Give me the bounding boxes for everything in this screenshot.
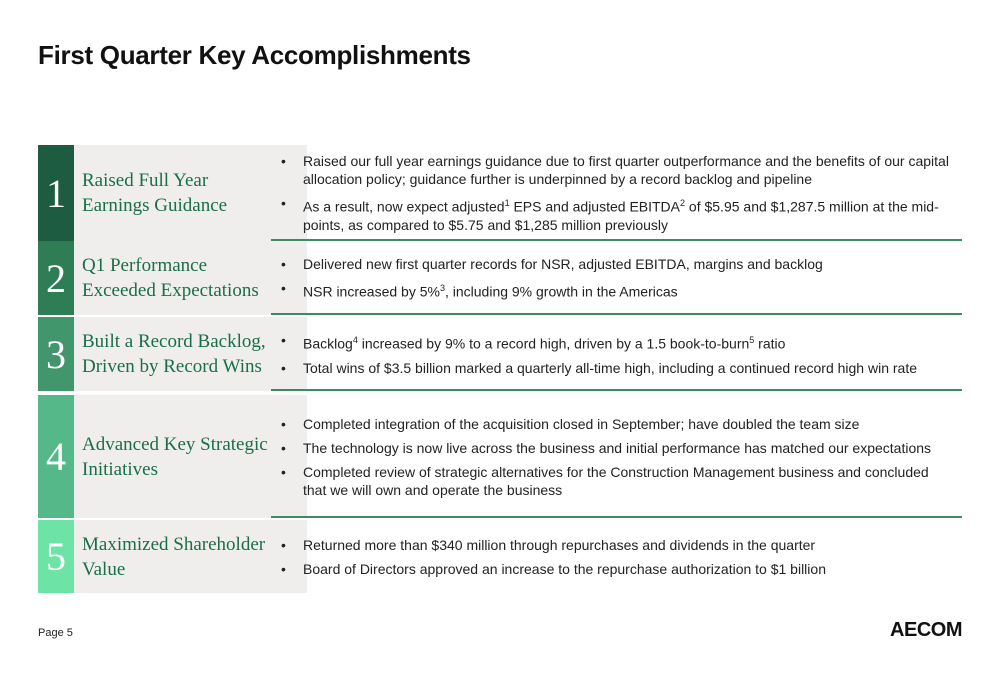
accomplishment-row-5: [38, 520, 962, 593]
row-divider: [271, 389, 962, 391]
bullet-list: [271, 395, 962, 518]
row-label-line2: Earnings Guidance: [82, 195, 228, 216]
bullet-list: [271, 241, 962, 315]
bullet-list: [271, 520, 962, 593]
row-number: 2: [38, 241, 74, 315]
row-number: 3: [38, 317, 74, 391]
row-label-line1: Maximized Shareholder: [82, 533, 266, 555]
row-number: 4: [38, 395, 74, 518]
row-label-line2: Driven by Record Wins: [82, 356, 262, 377]
row-label-line1: Q1 Performance: [82, 255, 208, 276]
row-divider: [271, 516, 962, 518]
bullet-item: • NSR increased by 5%$^3$, including 9% growth in the Americas: [303, 279, 962, 301]
accomplishment-row-3: [38, 317, 962, 391]
row-number: 5: [38, 520, 74, 593]
bullet-item: • Board of Directors approved an increase to the repurchase authorization to $1 billion: [303, 560, 962, 578]
accomplishment-row-1: [38, 145, 962, 241]
row-label: [82, 168, 227, 218]
row-label-line1: Built a Record Backlog,: [82, 331, 266, 352]
page-title: First Quarter Key Accomplishments: [38, 40, 471, 70]
row-label-line1: Raised Full Year: [82, 170, 209, 191]
row-label-line2: Value: [82, 558, 126, 580]
row-number: 1: [38, 145, 74, 241]
row-label-line2: Exceeded Expectations: [82, 280, 259, 301]
bullet-list: [271, 317, 962, 391]
accomplishment-row-2: [38, 241, 962, 315]
page-number: Page 5: [38, 627, 73, 639]
accomplishment-row-4: [38, 395, 962, 518]
bullet-item: • Completed review of strategic alternatives for the Construction Management business and concluded that we will own and operate the business: [303, 463, 962, 499]
row-label-line1: Advanced Key Strategic: [82, 433, 268, 455]
bullet-item: • Completed integration of the acquisition closed in September; have doubled the team size: [303, 415, 962, 433]
bullet-list: [271, 145, 962, 241]
bullet-item: • Delivered new first quarter records for NSR, adjusted EBITDA, margins and backlog: [303, 255, 962, 273]
bullet-item: • The technology is now live across the business and initial performance has matched our expectations: [303, 439, 962, 457]
row-label-line2: Initiatives: [82, 458, 158, 480]
aecom-logo: AECOM: [890, 619, 962, 641]
row-divider: [271, 313, 962, 315]
bullet-item: • Backlog$^4$ increased by 9% to a record high, driven by a 1.5 book-to-burn$^5$ ratio: [303, 331, 962, 353]
bullet-item: • As a result, now expect adjusted$^1$ EPS and adjusted EBITDA$^2$ of $5.95 and $1,287.5 million at the mid-points, as compared to $5.75 and $1,285 million previously: [303, 194, 962, 234]
row-label: [82, 532, 265, 582]
bullet-item: • Total wins of $3.5 billion marked a quarterly all-time high, including a continued record high win rate: [303, 359, 962, 377]
bullet-item: • Returned more than $340 million through repurchases and dividends in the quarter: [303, 536, 962, 554]
bullet-item: • Raised our full year earnings guidance due to first quarter outperformance and the benefits of our capital allocation policy; guidance further is underpinned by a record backlog and pipeline: [303, 152, 962, 188]
row-label: [82, 253, 259, 303]
row-label: [82, 432, 268, 482]
row-label: [82, 329, 266, 379]
